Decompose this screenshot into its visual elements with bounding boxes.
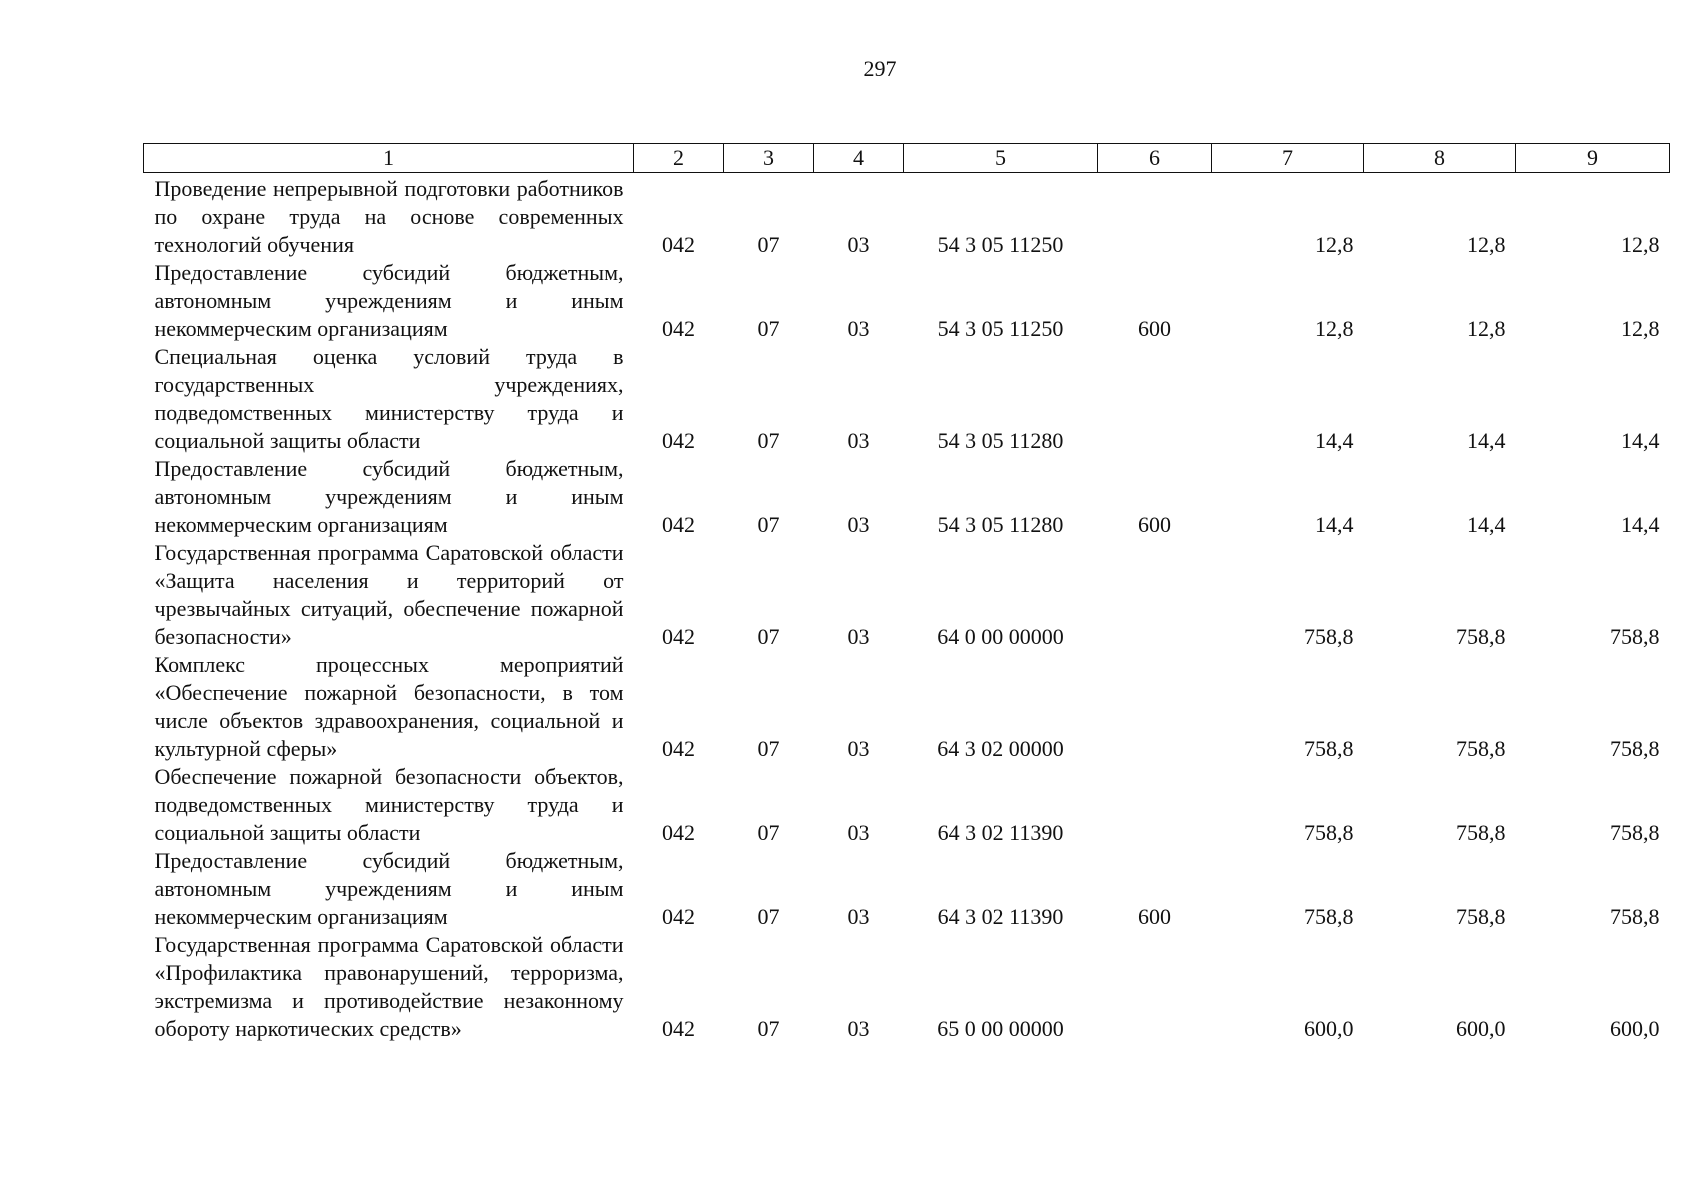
target-article-code: 54 3 05 11250: [937, 232, 1064, 257]
subsection-code: 03: [847, 736, 870, 761]
row-description: Предоставление субсидий бюджетным, автономным учреждениям и иным некоммерческим организациям: [154, 848, 624, 929]
expense-type-code: 600: [1138, 512, 1171, 537]
amount-year-2: 12,8: [1467, 232, 1506, 257]
ministry-code: 042: [662, 904, 695, 929]
amount-year-1: 600,0: [1304, 1016, 1354, 1041]
table-row: [144, 455, 1670, 539]
row-description: Предоставление субсидий бюджетным, автономным учреждениям и иным некоммерческим организациям: [154, 456, 624, 537]
table-row: [144, 259, 1670, 343]
section-code: 07: [757, 820, 780, 845]
table-header-row: [144, 144, 1670, 173]
expense-type-code: [1098, 931, 1212, 1043]
amount-year-3: 758,8: [1610, 904, 1660, 929]
ministry-code: 042: [662, 624, 695, 649]
row-description: Предоставление субсидий бюджетным, автономным учреждениям и иным некоммерческим организациям: [154, 260, 624, 341]
column-header: 1: [144, 144, 634, 173]
target-article-code: 64 3 02 11390: [937, 820, 1064, 845]
subsection-code: 03: [847, 232, 870, 257]
row-description: Проведение непрерывной подготовки работников по охране труда на основе современных технологий обучения: [154, 176, 624, 257]
amount-year-2: 758,8: [1456, 624, 1506, 649]
target-article-code: 64 3 02 00000: [937, 736, 1064, 761]
section-code: 07: [757, 512, 780, 537]
table-row: [144, 847, 1670, 931]
table-row: [144, 539, 1670, 651]
subsection-code: 03: [847, 904, 870, 929]
target-article-code: 65 0 00 00000: [937, 1016, 1064, 1041]
section-code: 07: [757, 904, 780, 929]
subsection-code: 03: [847, 624, 870, 649]
amount-year-2: 14,4: [1467, 512, 1506, 537]
amount-year-2: 12,8: [1467, 316, 1506, 341]
row-description: Государственная программа Саратовской области «Защита населения и территорий от чрезвычайных ситуаций, обеспечение пожарной безопасности»: [154, 540, 624, 649]
section-code: 07: [757, 1016, 780, 1041]
amount-year-2: 758,8: [1456, 736, 1506, 761]
ministry-code: 042: [662, 820, 695, 845]
expense-type-code: [1098, 763, 1212, 847]
column-header: 3: [724, 144, 814, 173]
amount-year-2: 14,4: [1467, 428, 1506, 453]
subsection-code: 03: [847, 820, 870, 845]
expense-type-code: [1098, 173, 1212, 260]
amount-year-1: 758,8: [1304, 904, 1354, 929]
table-body: [144, 173, 1670, 1044]
ministry-code: 042: [662, 736, 695, 761]
section-code: 07: [757, 428, 780, 453]
amount-year-1: 14,4: [1315, 428, 1354, 453]
section-code: 07: [757, 232, 780, 257]
amount-year-3: 14,4: [1621, 512, 1660, 537]
expense-type-code: [1098, 343, 1212, 455]
ministry-code: 042: [662, 512, 695, 537]
table-row: [144, 651, 1670, 763]
subsection-code: 03: [847, 428, 870, 453]
ministry-code: 042: [662, 1016, 695, 1041]
amount-year-2: 600,0: [1456, 1016, 1506, 1041]
target-article-code: 54 3 05 11280: [937, 428, 1064, 453]
amount-year-1: 758,8: [1304, 736, 1354, 761]
amount-year-1: 758,8: [1304, 820, 1354, 845]
amount-year-1: 12,8: [1315, 316, 1354, 341]
column-header: 2: [634, 144, 724, 173]
amount-year-3: 14,4: [1621, 428, 1660, 453]
amount-year-1: 12,8: [1315, 232, 1354, 257]
amount-year-3: 758,8: [1610, 624, 1660, 649]
target-article-code: 54 3 05 11250: [937, 316, 1064, 341]
target-article-code: 54 3 05 11280: [937, 512, 1064, 537]
column-header: 6: [1098, 144, 1212, 173]
table-row: [144, 763, 1670, 847]
amount-year-3: 758,8: [1610, 820, 1660, 845]
table-row: [144, 173, 1670, 260]
subsection-code: 03: [847, 316, 870, 341]
table-row: [144, 931, 1670, 1043]
subsection-code: 03: [847, 512, 870, 537]
expense-type-code: 600: [1138, 316, 1171, 341]
row-description: Обеспечение пожарной безопасности объектов, подведомственных министерству труда и социальной защиты области: [154, 764, 624, 845]
amount-year-3: 12,8: [1621, 232, 1660, 257]
expense-type-code: 600: [1138, 904, 1171, 929]
column-header: 7: [1212, 144, 1364, 173]
expense-type-code: [1098, 539, 1212, 651]
page-number: 297: [863, 56, 897, 81]
column-header: 5: [904, 144, 1098, 173]
target-article-code: 64 3 02 11390: [937, 904, 1064, 929]
table-row: [144, 343, 1670, 455]
ministry-code: 042: [662, 428, 695, 453]
ministry-code: 042: [662, 316, 695, 341]
row-description: Государственная программа Саратовской области «Профилактика правонарушений, терроризма, экстремизма и противодействие незаконному обороту наркотических средств»: [154, 932, 624, 1041]
expense-type-code: [1098, 651, 1212, 763]
amount-year-1: 14,4: [1315, 512, 1354, 537]
ministry-code: 042: [662, 232, 695, 257]
row-description: Специальная оценка условий труда в государственных учреждениях, подведомственных министерству труда и социальной защиты области: [154, 344, 624, 453]
amount-year-1: 758,8: [1304, 624, 1354, 649]
row-description: Комплекс процессных мероприятий «Обеспечение пожарной безопасности, в том числе объектов здравоохранения, социальной и культурной сферы»: [154, 652, 624, 761]
budget-table: [143, 143, 1670, 1043]
amount-year-3: 12,8: [1621, 316, 1660, 341]
amount-year-2: 758,8: [1456, 904, 1506, 929]
section-code: 07: [757, 624, 780, 649]
column-header: 9: [1516, 144, 1670, 173]
amount-year-2: 758,8: [1456, 820, 1506, 845]
column-header: 8: [1364, 144, 1516, 173]
amount-year-3: 758,8: [1610, 736, 1660, 761]
section-code: 07: [757, 736, 780, 761]
target-article-code: 64 0 00 00000: [937, 624, 1064, 649]
subsection-code: 03: [847, 1016, 870, 1041]
amount-year-3: 600,0: [1610, 1016, 1660, 1041]
section-code: 07: [757, 316, 780, 341]
column-header: 4: [814, 144, 904, 173]
